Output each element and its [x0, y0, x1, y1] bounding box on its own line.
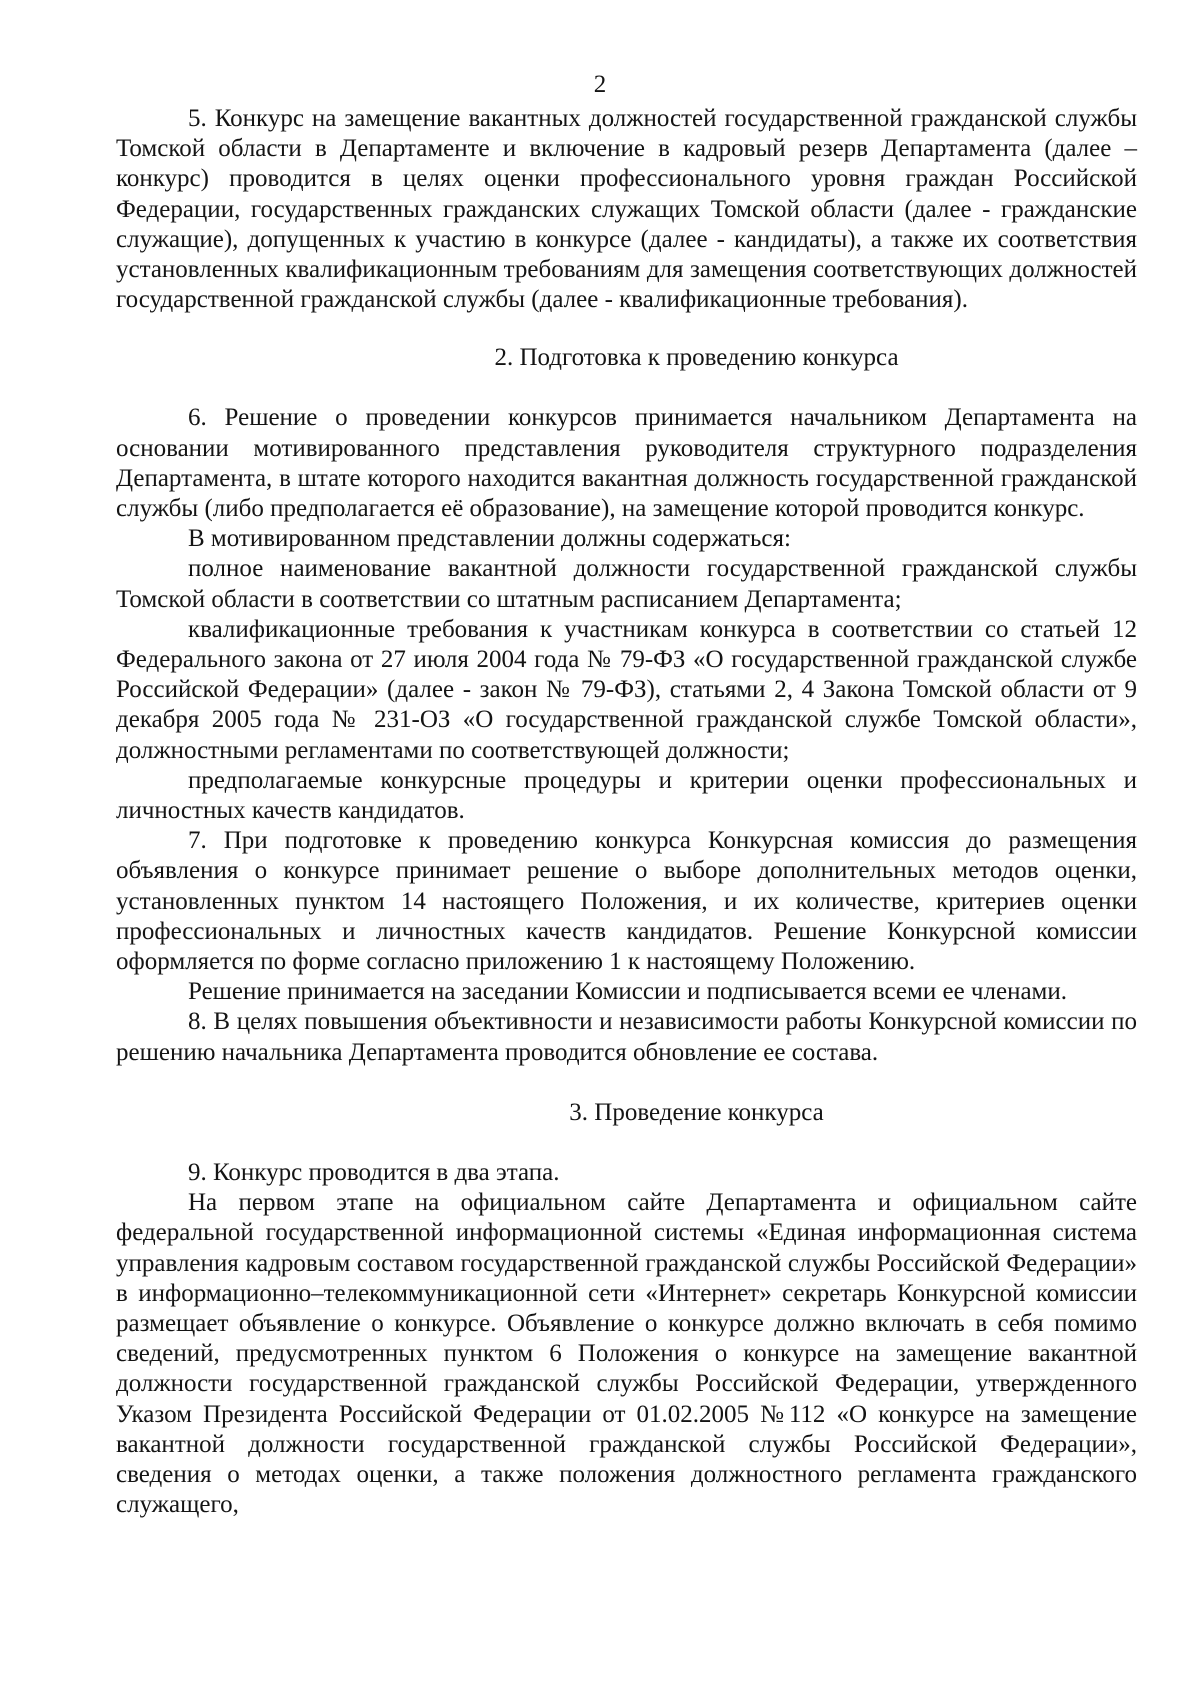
paragraph-5: 5. Конкурс на замещение вакантных должностей государственной гражданской службы Томской области в Департаменте и включение в кадровый резерв Департамента (далее – конкурс) проводится в целях оценки профессионального уровня граждан Российской Федерации, государственных гражданских служащих Томской области (далее - гражданские служащие), допущенных к участию в конкурсе (далее - кандидаты), а также их соответствия установленных квалификационным требованиям для замещения соответствующих должностей государственной гражданской службы (далее - квалификационные требования).: [116, 105, 1137, 314]
section-heading-2: 2. Подготовка к проведению конкурса: [494, 344, 899, 372]
document-body: [116, 104, 1137, 1520]
paragraph-position-name: полное наименование вакантной должности государственной гражданской службы Томской области в соответствии со штатным расписанием Департамента;: [116, 555, 1137, 613]
paragraph-9: 9. Конкурс проводится в два этапа.: [188, 1158, 560, 1186]
page-number: 2: [593, 71, 607, 98]
paragraph-procedures-criteria: предполагаемые конкурсные процедуры и критерии оценки профессиональных и личностных качеств кандидатов.: [116, 766, 1137, 825]
paragraph-representation-intro: В мотивированном представлении должны содержаться:: [188, 525, 791, 553]
paragraph-8: 8. В целях повышения объективности и независимости работы Конкурсной комиссии по решению начальника Департамента проводится обновление ее состава.: [116, 1008, 1137, 1066]
paragraph-6: 6. Решение о проведении конкурсов принимается начальником Департамента на основании мотивированного представления руководителя структурного подразделения Департамента, в штате которого находится вакантная должность государственной гражданской службы (либо предполагается её образование), на замещение которой проводится конкурс.: [116, 404, 1137, 523]
paragraph-7: 7. При подготовке к проведению конкурса Конкурсная комиссия до размещения объявления о конкурсе принимает решение о выборе дополнительных методов оценки, установленных пунктом 14 настоящего Положения, и их количестве, критериев оценки профессиональных и личностных качеств кандидатов. Решение Конкурсной комиссии оформляется по форме согласно приложению 1 к настоящему Положению.: [116, 827, 1137, 976]
paragraph-decision-meeting: Решение принимается на заседании Комиссии и подписывается всеми ее членами.: [188, 978, 1067, 1006]
paragraph-qualification-requirements: квалификационные требования к участникам конкурса в соответствии со статьей 12 Федерального закона от 27 июля 2004 года № 79-ФЗ «О государственной гражданской службе Российской Федерации» (далее - закон № 79-ФЗ), статьями 2, 4 Закона Томской области от 9 декабря 2005 года № 231-ОЗ «О государственной гражданской службе Томской области», должностными регламентами по соответствующей должности;: [116, 615, 1137, 764]
section-heading-3: 3. Проведение конкурса: [569, 1098, 824, 1126]
paragraph-first-stage: На первом этапе на официальном сайте Департамента и официальном сайте федеральной государственной информационной системы «Единая информационная система управления кадровым составом государственной гражданской службы Российской Федерации» в информационно–телекоммуникационной сети «Интернет» секретарь Конкурсной комиссии размещает объявление о конкурсе. Объявление о конкурсе должно включать в себя помимо сведений, предусмотренных пунктом 6 Положения о конкурсе на замещение вакантной должности государственной гражданской службы Российской Федерации, утвержденного Указом Президента Российской Федерации от 01.02.2005 №112 «О конкурсе на замещение вакантной должности государственной гражданской службы Российской Федерации», сведения о методах оценки, а также положения должностного регламента гражданского служащего,: [116, 1189, 1137, 1519]
